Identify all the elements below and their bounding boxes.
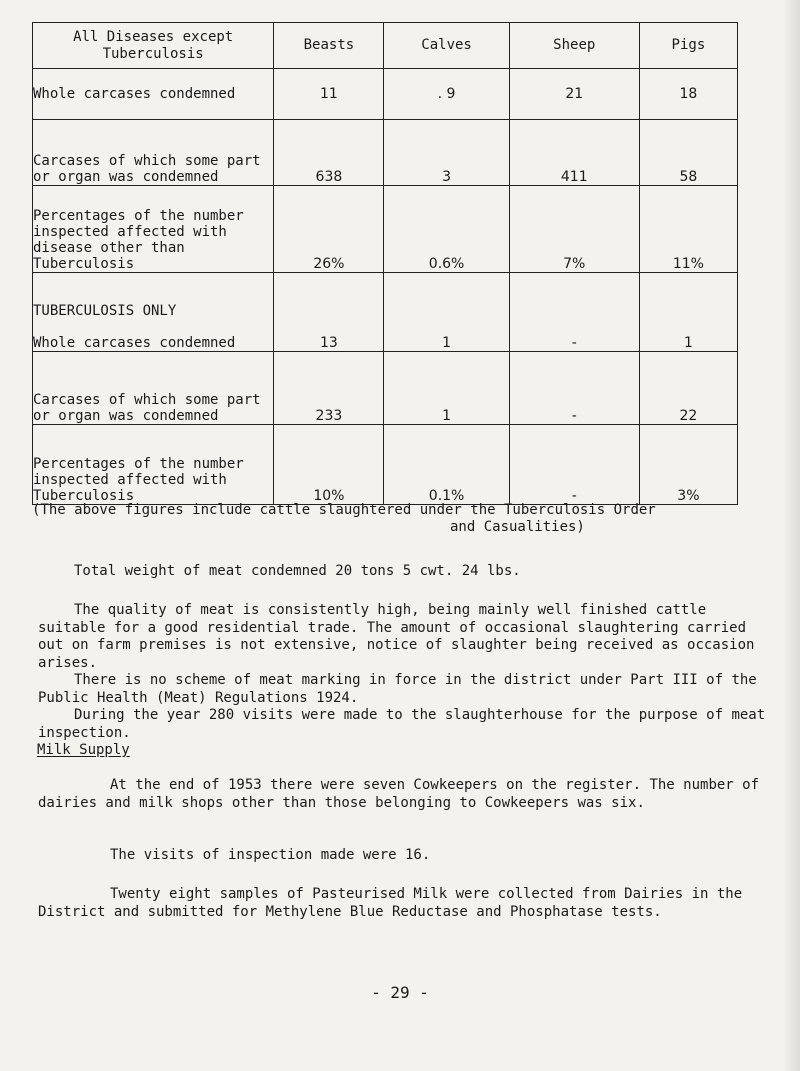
cell-pigs: 1 bbox=[639, 273, 737, 352]
row-label: Whole carcases condemned bbox=[33, 69, 274, 120]
table-row bbox=[33, 69, 738, 120]
page-edge-shadow bbox=[782, 0, 800, 1071]
cell-calves: 1 bbox=[384, 352, 509, 425]
cell-pigs: 11% bbox=[639, 186, 737, 273]
cell-pigs: 18 bbox=[639, 69, 737, 120]
meat-inspection-table bbox=[32, 22, 738, 505]
slaughterhouse-visits-paragraph: During the year 280 visits were made to the slaughterhouse for the purpose of meat inspection. bbox=[38, 707, 766, 741]
footnote-line-1: (The above figures include cattle slaughtered under the Tuberculosis Order bbox=[32, 502, 656, 518]
cell-sheep: 411 bbox=[509, 120, 639, 186]
table-header-row bbox=[33, 23, 738, 69]
table-row bbox=[33, 425, 738, 505]
header-beasts: Beasts bbox=[274, 23, 384, 69]
meat-marking-paragraph: There is no scheme of meat marking in force in the district under Part III of the Public Health (Meat) Regulations 1924. bbox=[38, 672, 757, 706]
row-label-text: Whole carcases condemned bbox=[33, 335, 236, 351]
row-label: Percentages of the number inspected affected with disease other than Tuberculosis bbox=[33, 186, 274, 273]
cell-calves: 3 bbox=[384, 120, 509, 186]
cell-sheep: 7% bbox=[509, 186, 639, 273]
cell-pigs: 58 bbox=[639, 120, 737, 186]
cell-beasts: 13 bbox=[274, 273, 384, 352]
row-label bbox=[33, 273, 274, 352]
cell-sheep: - bbox=[509, 425, 639, 505]
header-all-diseases: All Diseases except Tuberculosis bbox=[33, 23, 274, 69]
cell-beasts: 26% bbox=[274, 186, 384, 273]
total-weight-paragraph: Total weight of meat condemned 20 tons 5 cwt. 24 lbs. bbox=[74, 563, 521, 579]
inspection-visits-paragraph: The visits of inspection made were 16. bbox=[110, 847, 431, 863]
cell-beasts: 638 bbox=[274, 120, 384, 186]
row-label: Carcases of which some part or organ was condemned bbox=[33, 120, 274, 186]
cell-sheep: - bbox=[509, 273, 639, 352]
cell-sheep: - bbox=[509, 352, 639, 425]
cell-calves: 0.6% bbox=[384, 186, 509, 273]
row-label: Carcases of which some part or organ was condemned bbox=[33, 352, 274, 425]
cowkeepers-paragraph: At the end of 1953 there were seven Cowkeepers on the register. The number of dairies and milk shops other than those belonging to Cowkeepers was six. bbox=[38, 777, 760, 811]
tuberculosis-section-title: TUBERCULOSIS ONLY bbox=[33, 303, 177, 319]
milk-samples-paragraph: Twenty eight samples of Pasteurised Milk were collected from Dairies in the District and submitted for Methylene Blue Reductase and Phosphatase tests. bbox=[38, 886, 743, 920]
header-sheep: Sheep bbox=[509, 23, 639, 69]
cell-pigs: 3% bbox=[639, 425, 737, 505]
milk-supply-heading: Milk Supply bbox=[37, 742, 130, 758]
cell-calves: . 9 bbox=[384, 69, 509, 120]
meat-quality-paragraph: The quality of meat is consistently high, being mainly well finished cattle suitable for a good residential trade. The amount of occasional slaughtering carried out on farm premises is not extensive, notice of slaughter being received as occasion arises. bbox=[38, 602, 755, 671]
header-pigs: Pigs bbox=[639, 23, 737, 69]
table-row bbox=[33, 120, 738, 186]
table-row bbox=[33, 273, 738, 352]
cell-beasts: 233 bbox=[274, 352, 384, 425]
cell-beasts: 11 bbox=[274, 69, 384, 120]
table-row bbox=[33, 186, 738, 273]
cell-pigs: 22 bbox=[639, 352, 737, 425]
cell-calves: 1 bbox=[384, 273, 509, 352]
cell-sheep: 21 bbox=[509, 69, 639, 120]
table-footnote bbox=[32, 502, 752, 536]
row-label: Percentages of the number inspected affected with Tuberculosis bbox=[33, 425, 274, 505]
cell-beasts: 10% bbox=[274, 425, 384, 505]
table-row bbox=[33, 352, 738, 425]
footnote-line-2: and Casualities) bbox=[450, 519, 585, 535]
header-calves: Calves bbox=[384, 23, 509, 69]
page-number: - 29 - bbox=[371, 983, 429, 1002]
cell-calves: 0.1% bbox=[384, 425, 509, 505]
